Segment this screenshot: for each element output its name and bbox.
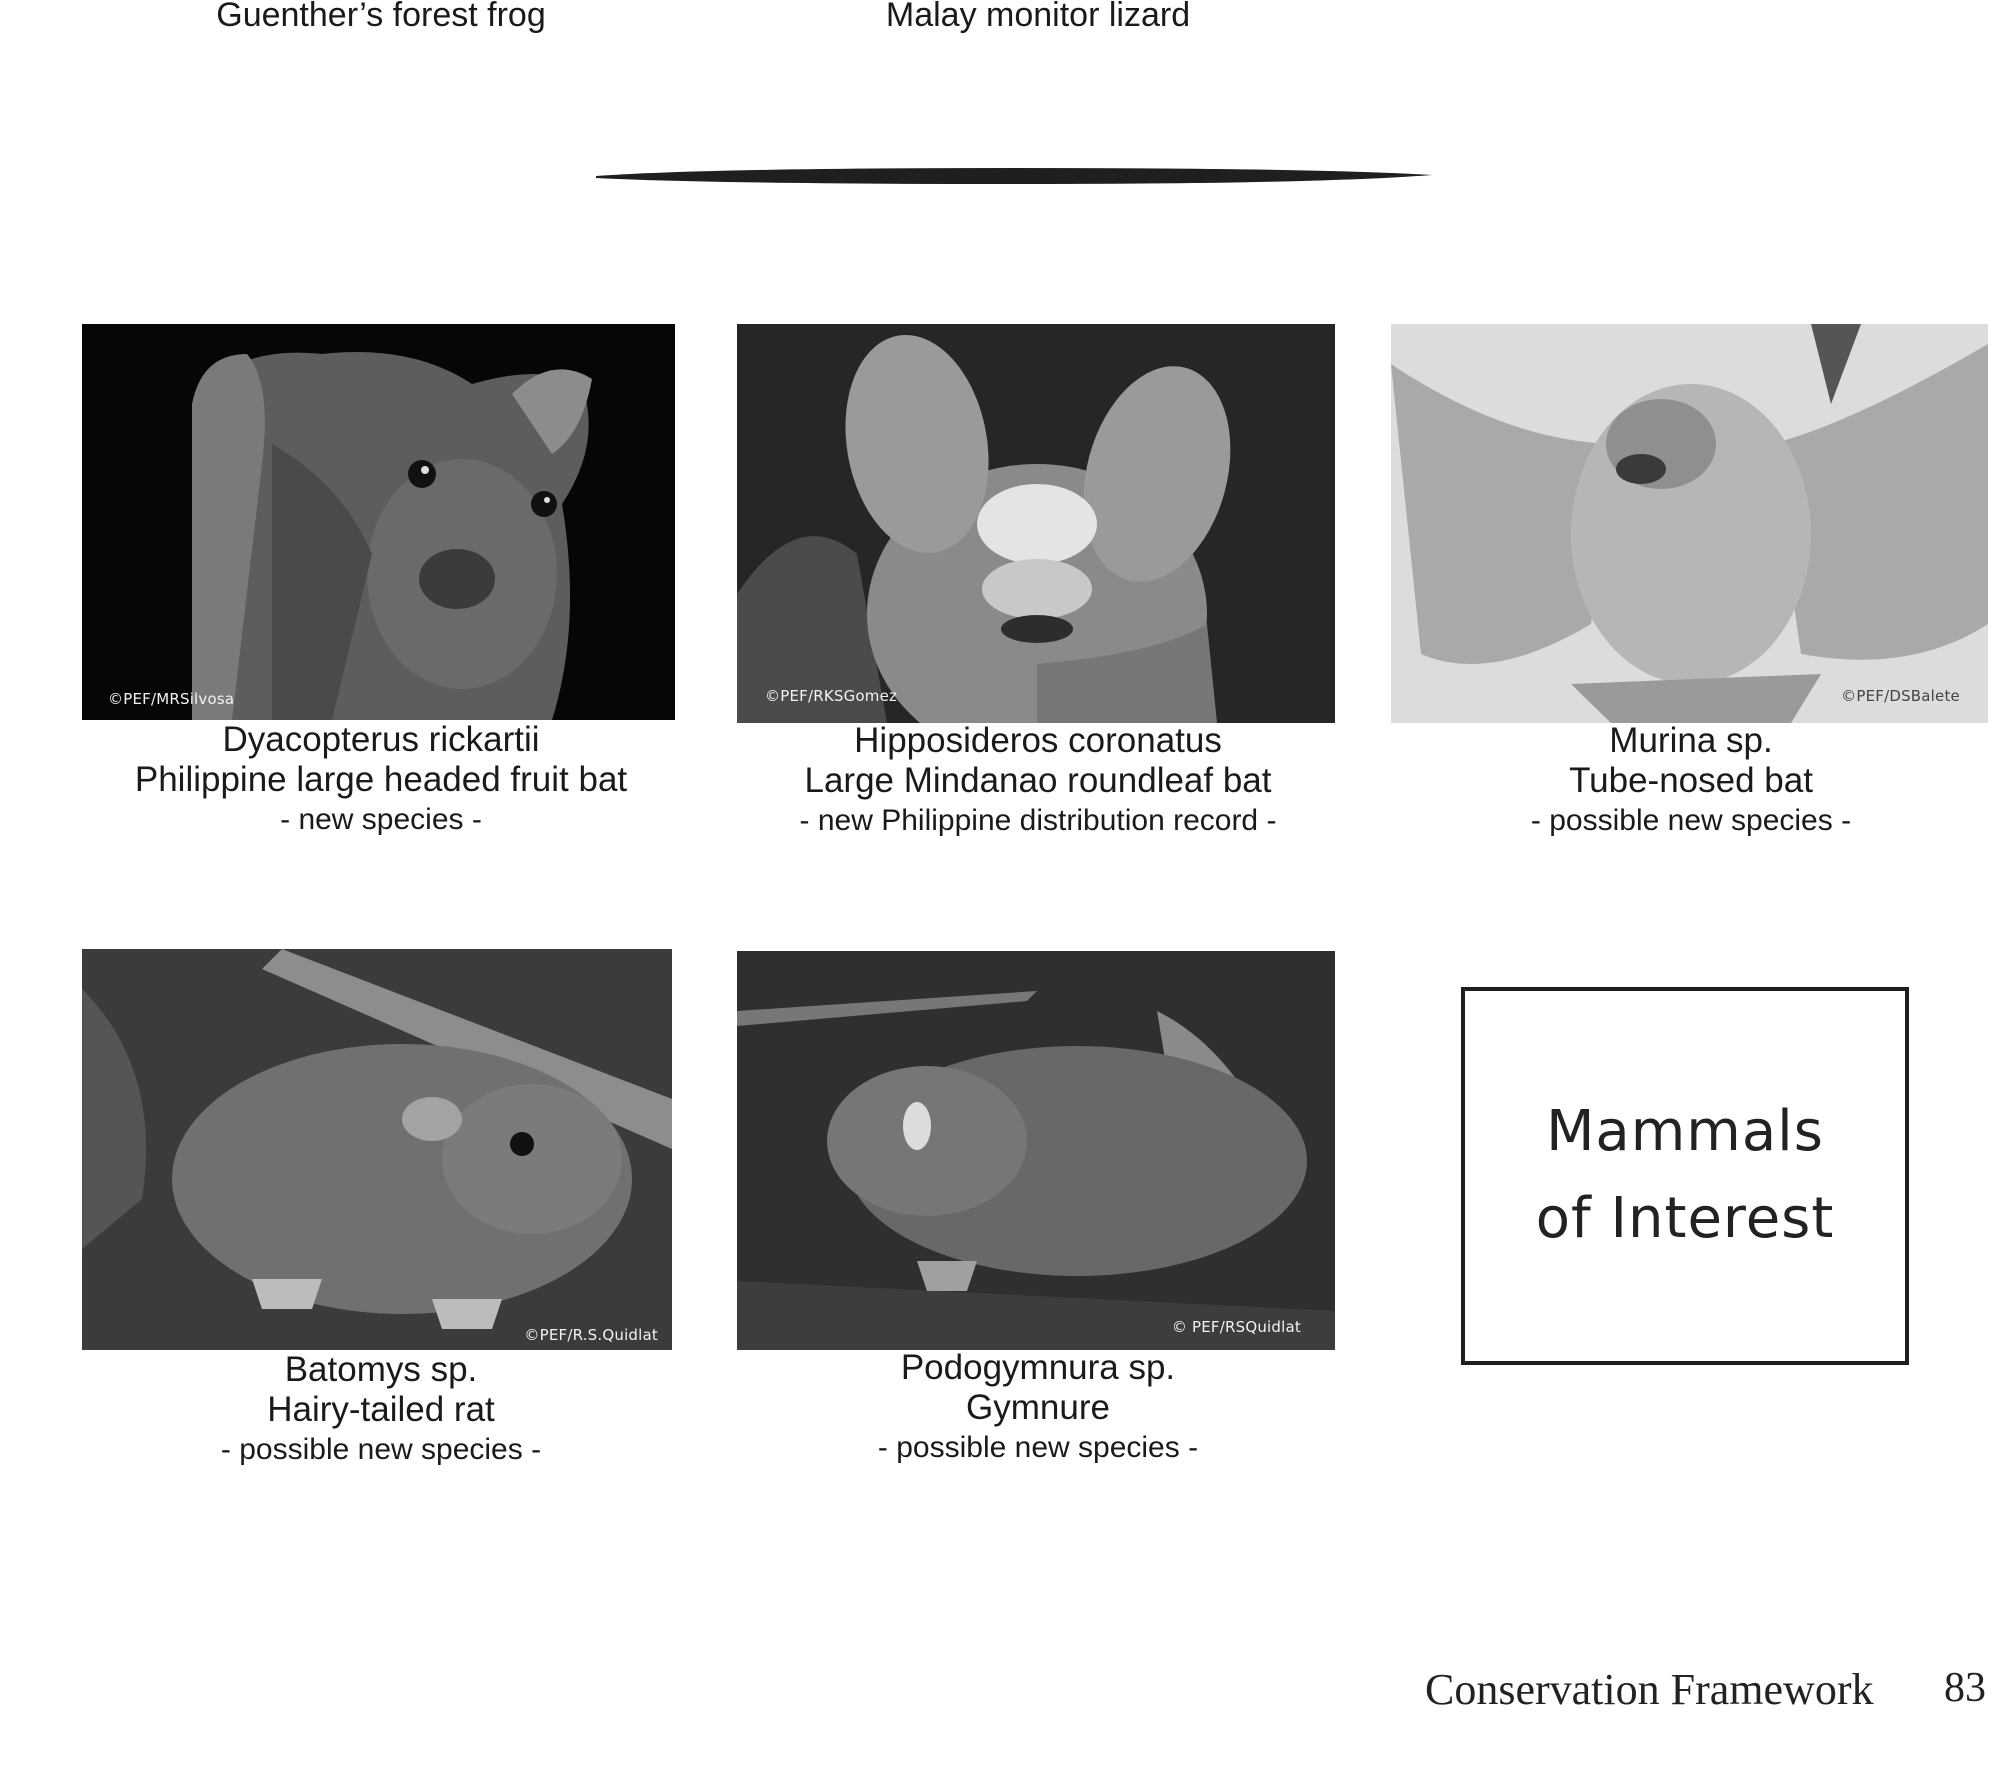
species-caption	[878, 1348, 1198, 1465]
tube-nosed-bat-image	[1391, 324, 1988, 723]
section-divider	[594, 160, 1434, 192]
scientific-name: Batomys sp.	[284, 1350, 478, 1389]
common-name: Philippine large headed fruit bat	[134, 760, 628, 800]
common-name: Gymnure	[966, 1388, 1110, 1428]
species-status: - new Philippine distribution record -	[799, 803, 1277, 837]
species-caption	[1531, 721, 1851, 838]
species-caption	[800, 721, 1277, 838]
photo-credit: ©PEF/DSBalete	[1841, 687, 1960, 705]
section-title-box	[1461, 987, 1909, 1365]
section-title-line1: Mammals	[1546, 1099, 1824, 1165]
fruit-bat-image	[82, 324, 675, 720]
species-caption	[135, 720, 627, 837]
roundleaf-bat-image	[737, 324, 1335, 723]
hairy-tailed-rat-image	[82, 949, 672, 1350]
photo-fruit-bat	[82, 324, 675, 720]
top-caption-frog: Guenther’s forest frog	[216, 0, 546, 34]
species-caption	[221, 1350, 541, 1467]
photo-gymnure	[737, 951, 1335, 1350]
scientific-name: Dyacopterus rickartii	[222, 720, 540, 759]
photo-credit: ©PEF/RKSGomez	[765, 687, 898, 705]
photo-roundleaf-bat	[737, 324, 1335, 723]
species-status: - new species -	[280, 802, 482, 836]
photo-credit: © PEF/RSQuidlat	[1171, 1318, 1301, 1336]
photo-tube-nosed-bat	[1391, 324, 1988, 723]
footer-title: Conservation Framework	[1425, 1665, 1874, 1714]
species-status: - possible new species -	[877, 1430, 1199, 1464]
top-caption-lizard: Malay monitor lizard	[885, 0, 1191, 34]
photo-credit: ©PEF/R.S.Quidlat	[524, 1326, 658, 1344]
common-name: Large Mindanao roundleaf bat	[804, 761, 1272, 801]
scientific-name: Podogymnura sp.	[900, 1348, 1176, 1387]
photo-credit: ©PEF/MRSilvosa	[108, 690, 235, 708]
species-status: - possible new species -	[220, 1432, 542, 1466]
common-name: Tube-nosed bat	[1569, 761, 1813, 801]
photo-hairy-tailed-rat	[82, 949, 672, 1350]
scientific-name: Hipposideros coronatus	[854, 721, 1222, 760]
section-title-line2: of Interest	[1535, 1186, 1835, 1251]
common-name: Hairy-tailed rat	[267, 1390, 495, 1430]
page-number: 83	[1944, 1665, 1986, 1711]
scientific-name: Murina sp.	[1609, 721, 1773, 760]
gymnure-image	[737, 951, 1335, 1350]
species-status: - possible new species -	[1530, 803, 1852, 837]
